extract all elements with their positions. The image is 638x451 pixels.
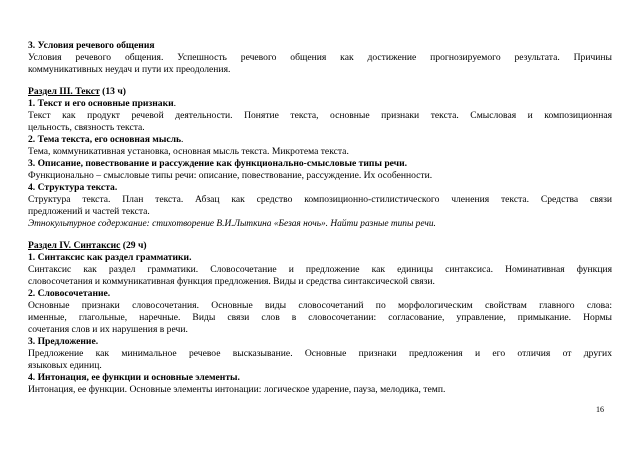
ethnocultural-note: Этнокультурное содержание: стихотворение В.И.Лыткина «Безая ночь». Найти разные типы речи. [28,219,436,229]
document-page [28,40,612,396]
paragraph-line: Интонация, ее функции. Основные элементы интонации: логическое ударение, пауза, мелодика, темп. [28,384,446,395]
topic-heading-line [28,158,612,170]
part-text [28,86,612,230]
paragraph-line: цельность, связность текста. [28,122,145,133]
topic-heading: 3. Предложение. [28,336,99,347]
topic-heading: 4. Структура текста. [28,182,118,193]
paragraph-line: Текст как продукт речевой деятельности. Понятие текста, основные признаки текста. Смысловая и композиционная [28,110,612,121]
topic-heading: 2. Словосочетание. [28,288,111,299]
topic-heading-line [28,98,612,110]
paragraph-line: именные, глагольные, наречные. Виды связи слов в словосочетании: согласование, управление, примыкание. Нормы [28,312,612,323]
paragraph-line: Условия речевого общения. Успешность речевого общения как достижение прогнозируемого результата. Причины [28,52,612,63]
topic-heading-tail: . [181,134,184,145]
paragraph-line: Структура текста. План текста. Абзац как средство композиционно-стилистического членения текста. Средства связи [28,194,612,205]
paragraph-line: Синтаксис как раздел грамматики. Словосочетание и предложение как единицы синтаксиса. Номинативная функция [28,264,612,275]
spacer [28,76,612,86]
topic-heading-line [28,182,612,194]
paragraph-line: коммуникативных неудач и пути их преодоления. [28,64,231,75]
section-speech-conditions [28,40,612,76]
paragraph-line: предложений и частей текста. [28,206,150,217]
part-hours: (13 ч) [99,86,126,97]
paragraph-line: Функционально – смысловые типы речи: описание, повествование, рассуждение. Их особенности. [28,170,433,181]
section-heading: 3. Условия речевого общения [28,40,155,51]
paragraph-line: Предложение как минимальное речевое высказывание. Основные признаки предложения и его отличия от других [28,348,612,359]
spacer [28,230,612,240]
topic-heading: 1. Синтаксис как раздел грамматики. [28,252,192,263]
paragraph-line: Основные признаки словосочетания. Основные виды словосочетаний по морфологическим свойствам главного слова: [28,300,612,311]
page-number: 16 [596,405,604,414]
topic-heading: 3. Описание, повествование и рассуждение как функционально-смысловые типы речи. [28,158,408,169]
part-title: Раздел III. Текст [28,86,100,97]
part-title-line [28,240,612,252]
paragraph-line: языковых единиц. [28,360,102,371]
topic-heading-tail: . [173,98,177,109]
topic-heading: 1. Текст и его основные признаки [28,98,174,109]
part-title-line [28,86,612,98]
topic-heading: 2. Тема текста, его основная мысль [28,134,182,145]
paragraph-line: сочетания слов и их нарушения в речи. [28,324,188,335]
part-syntax [28,240,612,396]
topic-heading: 4. Интонация, ее функции и основные элементы. [28,372,240,383]
part-hours: (29 ч) [120,240,147,251]
paragraph-line: Тема, коммуникативная установка, основная мысль текста. Микротема текста. [28,146,349,157]
topic-heading-line [28,134,612,146]
part-title: Раздел IV. Синтаксис [28,240,121,251]
paragraph-line: словосочетания и коммуникативная функция предложения. Виды и средства синтаксической связи. [28,276,435,287]
